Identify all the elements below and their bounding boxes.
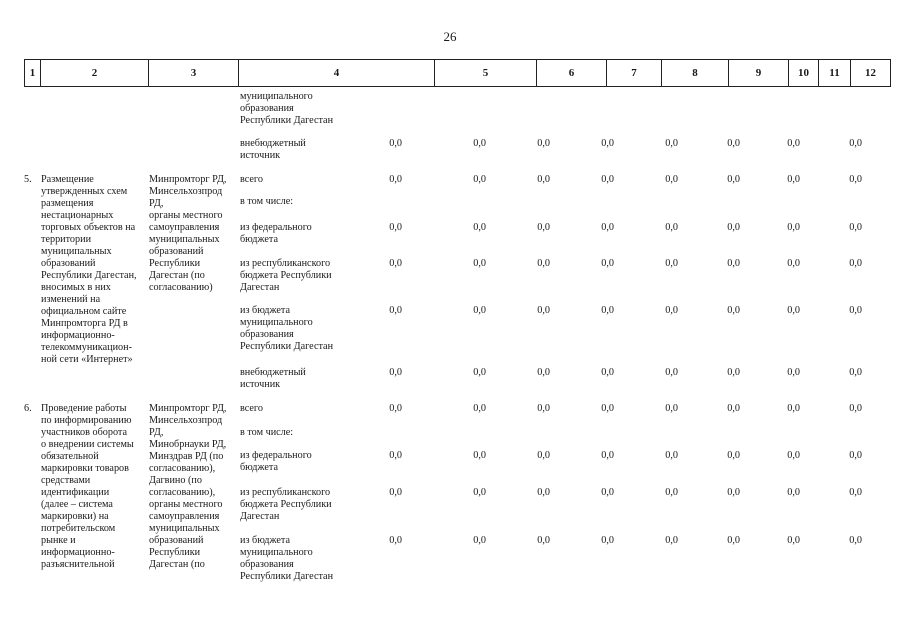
funding-source-label: внебюджетный: [240, 367, 306, 378]
funding-value: 0,0: [727, 305, 740, 316]
measure-description-line: идентификации: [41, 487, 110, 498]
funding-value: 0,0: [727, 258, 740, 269]
funding-value: 0,0: [665, 535, 678, 546]
funding-value: 0,0: [727, 450, 740, 461]
funding-value: 0,0: [601, 138, 614, 149]
measure-description-line: ной сети «Интернет»: [41, 354, 133, 365]
funding-value: 0,0: [727, 138, 740, 149]
funding-value: 0,0: [787, 367, 800, 378]
row-number: 6.: [24, 403, 32, 414]
funding-value: 0,0: [849, 450, 862, 461]
funding-value: 0,0: [537, 174, 550, 185]
funding-value: 0,0: [601, 487, 614, 498]
funding-value: 0,0: [665, 487, 678, 498]
funding-value: 0,0: [389, 305, 402, 316]
measure-description-line: разъяснительной: [41, 559, 115, 570]
executors-line: согласованию),: [149, 463, 216, 474]
measure-description-line: официальном сайте: [41, 306, 127, 317]
funding-value: 0,0: [665, 305, 678, 316]
funding-source-label: образования: [240, 329, 294, 340]
funding-source-label: бюджета Республики: [240, 499, 332, 510]
funding-value: 0,0: [473, 367, 486, 378]
funding-value: 0,0: [601, 258, 614, 269]
funding-value: 0,0: [665, 403, 678, 414]
executors-line: образований: [149, 246, 204, 257]
measure-description-line: телекоммуникацион-: [41, 342, 132, 353]
funding-source-label: образования: [240, 559, 294, 570]
header-col-6: 6: [537, 60, 607, 87]
funding-source-label: Республики Дагестан: [240, 341, 334, 352]
measure-description-line: по информированию: [41, 415, 132, 426]
funding-value: 0,0: [389, 174, 402, 185]
executors-line: самоуправления: [149, 511, 220, 522]
funding-source-label: в том числе:: [240, 196, 294, 207]
funding-source-label: бюджета Республики: [240, 270, 332, 281]
executors-line: Минсельхозпрод: [149, 186, 223, 197]
funding-value: 0,0: [727, 487, 740, 498]
measure-description-line: территории: [41, 234, 92, 245]
funding-value: 0,0: [665, 138, 678, 149]
measure-description-line: средствами: [41, 475, 91, 486]
funding-value: 0,0: [537, 138, 550, 149]
funding-value: 0,0: [849, 258, 862, 269]
funding-value: 0,0: [787, 450, 800, 461]
funding-value: 0,0: [787, 535, 800, 546]
funding-value: 0,0: [727, 367, 740, 378]
funding-value: 0,0: [537, 305, 550, 316]
header-col-2: 2: [41, 60, 149, 87]
funding-value: 0,0: [787, 258, 800, 269]
funding-value: 0,0: [389, 487, 402, 498]
funding-value: 0,0: [473, 450, 486, 461]
executors-line: согласованию): [149, 282, 213, 293]
funding-value: 0,0: [537, 367, 550, 378]
funding-value: 0,0: [849, 367, 862, 378]
measure-description-line: торговых объектов на: [41, 222, 136, 233]
funding-value: 0,0: [727, 222, 740, 233]
funding-value: 0,0: [665, 450, 678, 461]
funding-source-label: источник: [240, 379, 281, 390]
header-col-8: 8: [662, 60, 729, 87]
funding-value: 0,0: [473, 487, 486, 498]
funding-value: 0,0: [473, 305, 486, 316]
header-col-10: 10: [789, 60, 819, 87]
header-col-4: 4: [239, 60, 435, 87]
executors-line: органы местного: [149, 499, 223, 510]
executors-line: Минпромторг РД,: [149, 174, 227, 185]
funding-value: 0,0: [389, 138, 402, 149]
funding-source-label: бюджета: [240, 462, 278, 473]
executors-line: Дагвино (по: [149, 475, 202, 486]
executors-line: органы местного: [149, 210, 223, 221]
funding-value: 0,0: [389, 258, 402, 269]
funding-value: 0,0: [787, 222, 800, 233]
funding-value: 0,0: [849, 222, 862, 233]
measure-description-line: изменений на: [41, 294, 101, 305]
funding-source-label: внебюджетный: [240, 138, 306, 149]
measure-description-line: размещения: [41, 198, 94, 209]
executors-line: муниципальных: [149, 523, 220, 534]
funding-value: 0,0: [727, 403, 740, 414]
executors-line: РД,: [149, 198, 164, 209]
measure-description-line: Проведение работы: [41, 403, 127, 414]
funding-value: 0,0: [473, 174, 486, 185]
funding-value: 0,0: [537, 403, 550, 414]
executors-line: Минобрнауки РД,: [149, 439, 227, 450]
executors-line: самоуправления: [149, 222, 220, 233]
funding-source-label: Дагестан: [240, 282, 280, 293]
measure-description-line: о внедрении системы: [41, 439, 134, 450]
measure-description-line: информационно-: [41, 330, 115, 341]
column-header-table: [24, 59, 891, 87]
executors-line: Дагестан (по: [149, 270, 205, 281]
executors-line: муниципальных: [149, 234, 220, 245]
funding-source-label: муниципального: [240, 547, 313, 558]
header-col-5: 5: [435, 60, 537, 87]
funding-value: 0,0: [601, 403, 614, 414]
funding-value: 0,0: [537, 450, 550, 461]
measure-description-line: Размещение: [41, 174, 94, 185]
measure-description-line: вносимых в них: [41, 282, 111, 293]
funding-value: 0,0: [389, 222, 402, 233]
measure-description-line: маркировки товаров: [41, 463, 129, 474]
funding-value: 0,0: [601, 305, 614, 316]
page-number: 26: [443, 29, 457, 44]
header-row: [25, 60, 891, 87]
funding-source-label: Республики Дагестан: [240, 571, 334, 582]
funding-value: 0,0: [537, 487, 550, 498]
executors-line: согласованию),: [149, 487, 216, 498]
funding-value: 0,0: [787, 305, 800, 316]
executors-line: Минздрав РД (по: [149, 451, 224, 462]
funding-source-label: муниципального: [240, 317, 313, 328]
funding-source-label: из бюджета: [240, 535, 291, 546]
measure-description-line: участников оборота: [41, 427, 128, 438]
measure-description-line: информационно-: [41, 547, 115, 558]
funding-value: 0,0: [787, 487, 800, 498]
funding-source-label: всего: [240, 403, 263, 414]
funding-source-label: всего: [240, 174, 263, 185]
executors-line: Дагестан (по: [149, 559, 205, 570]
header-col-11: 11: [819, 60, 851, 87]
funding-value: 0,0: [665, 258, 678, 269]
funding-value: 0,0: [665, 174, 678, 185]
header-col-12: 12: [851, 60, 891, 87]
funding-value: 0,0: [473, 403, 486, 414]
measure-description-line: потребительском: [41, 523, 116, 534]
header-col-3: 3: [149, 60, 239, 87]
measure-description-line: обязательной: [41, 451, 99, 462]
measure-description-line: муниципальных: [41, 246, 112, 257]
funding-value: 0,0: [787, 403, 800, 414]
funding-source-label: бюджета: [240, 234, 278, 245]
funding-value: 0,0: [787, 174, 800, 185]
funding-value: 0,0: [473, 535, 486, 546]
executors-line: Республики: [149, 258, 201, 269]
funding-value: 0,0: [537, 258, 550, 269]
header-col-9: 9: [729, 60, 789, 87]
executors-line: Минсельхозпрод: [149, 415, 223, 426]
executors-line: Минпромторг РД,: [149, 403, 227, 414]
funding-value: 0,0: [389, 535, 402, 546]
funding-value: 0,0: [601, 222, 614, 233]
funding-source-label: из федерального: [240, 450, 312, 461]
funding-value: 0,0: [849, 305, 862, 316]
measure-description-line: Минпромторга РД в: [41, 318, 128, 329]
executors-line: РД,: [149, 427, 164, 438]
funding-source-label: из республиканского: [240, 258, 331, 269]
funding-value: 0,0: [849, 174, 862, 185]
funding-value: 0,0: [601, 450, 614, 461]
funding-source-label: источник: [240, 150, 281, 161]
executors-line: Республики: [149, 547, 201, 558]
funding-value: 0,0: [787, 138, 800, 149]
funding-value: 0,0: [849, 487, 862, 498]
funding-value: 0,0: [727, 174, 740, 185]
funding-value: 0,0: [537, 222, 550, 233]
funding-value: 0,0: [849, 138, 862, 149]
funding-source-label: из бюджета: [240, 305, 291, 316]
funding-source-label: из федерального: [240, 222, 312, 233]
funding-source-label: образования: [240, 103, 294, 114]
measure-description-line: утвержденных схем: [41, 186, 128, 197]
header-col-1: 1: [25, 60, 41, 87]
funding-source-label: Республики Дагестан: [240, 115, 334, 126]
funding-value: 0,0: [389, 450, 402, 461]
funding-source-label: муниципального: [240, 91, 313, 102]
row-number: 5.: [24, 174, 32, 185]
executors-line: образований: [149, 535, 204, 546]
funding-value: 0,0: [473, 222, 486, 233]
funding-value: 0,0: [601, 174, 614, 185]
funding-value: 0,0: [665, 367, 678, 378]
funding-value: 0,0: [389, 403, 402, 414]
funding-value: 0,0: [601, 535, 614, 546]
funding-value: 0,0: [473, 138, 486, 149]
measure-description-line: маркировки) на: [41, 511, 109, 522]
measure-description-line: рынке и: [41, 535, 76, 546]
funding-source-label: из республиканского: [240, 487, 331, 498]
funding-source-label: Дагестан: [240, 511, 280, 522]
funding-value: 0,0: [537, 535, 550, 546]
measure-description-line: Республики Дагестан,: [41, 270, 137, 281]
funding-value: 0,0: [849, 535, 862, 546]
funding-value: 0,0: [727, 535, 740, 546]
funding-value: 0,0: [473, 258, 486, 269]
measure-description-line: (далее – система: [41, 499, 113, 510]
funding-source-label: в том числе:: [240, 427, 294, 438]
funding-value: 0,0: [389, 367, 402, 378]
funding-value: 0,0: [665, 222, 678, 233]
measure-description-line: образований: [41, 258, 96, 269]
funding-value: 0,0: [601, 367, 614, 378]
header-col-7: 7: [607, 60, 662, 87]
funding-value: 0,0: [849, 403, 862, 414]
measure-description-line: нестационарных: [41, 210, 114, 221]
